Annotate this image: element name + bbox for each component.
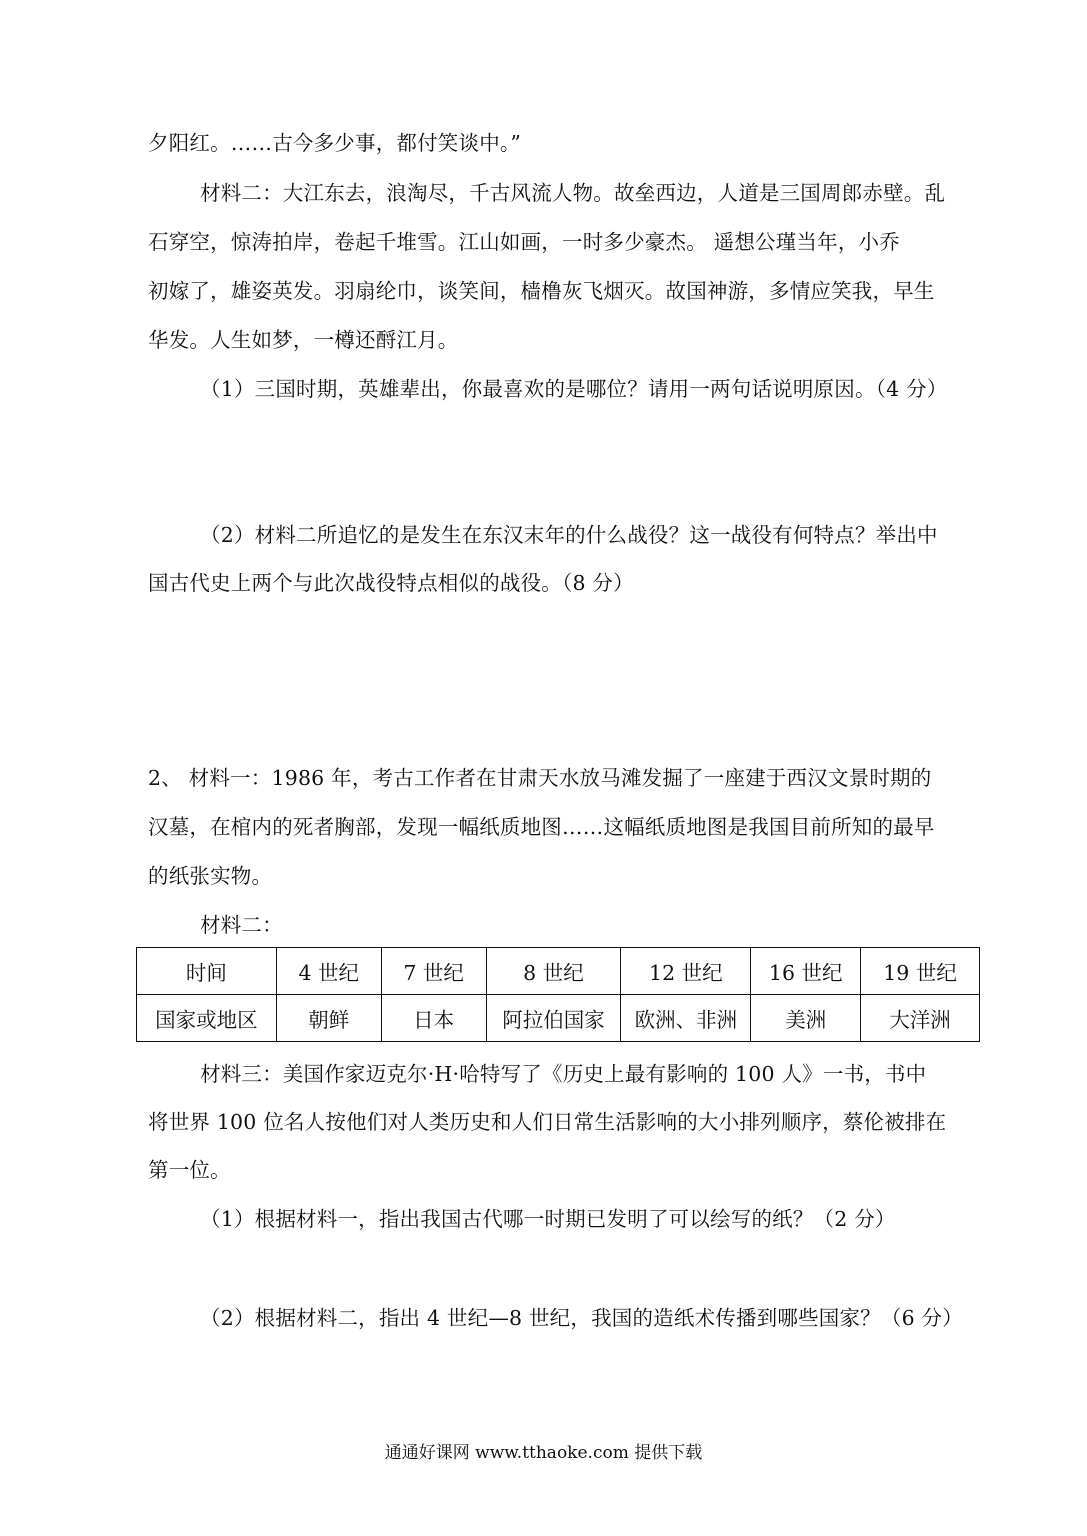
q2-material3-line: 材料三：美国作家迈克尔·H·哈特写了《历史上最有影响的 100 人》一书，书中 bbox=[200, 1062, 927, 1086]
q2-subquestion-2: （2）根据材料二，指出 4 世纪—8 世纪，我国的造纸术传播到哪些国家？（6 分） bbox=[200, 1306, 963, 1330]
table-cell: 时间 bbox=[137, 948, 277, 995]
q2-material3-line: 第一位。 bbox=[148, 1158, 231, 1182]
q1-material2-line: 石穿空，惊涛拍岸，卷起千堆雪。江山如画，一时多少豪杰。 遥想公瑾当年，小乔 bbox=[148, 230, 900, 254]
page-footer: 通通好课网 www.tthaoke.com 提供下载 bbox=[384, 1443, 703, 1463]
q1-subquestion-1: （1）三国时期，英雄辈出，你最喜欢的是哪位？请用一两句话说明原因。（4 分） bbox=[200, 377, 948, 401]
table-cell: 8 世纪 bbox=[486, 948, 621, 995]
table-row bbox=[137, 948, 980, 995]
q2-material1-line: 的纸张实物。 bbox=[148, 864, 273, 888]
q2-material1-line: 汉墓，在棺内的死者胸部，发现一幅纸质地图……这幅纸质地图是我国目前所知的最早 bbox=[148, 815, 935, 839]
q1-material2-line: 华发。人生如梦，一樽还酹江月。 bbox=[148, 328, 459, 352]
material1-continuation: 夕阳红。……古今多少事，都付笑谈中。” bbox=[148, 131, 522, 155]
q1-subquestion-2-line: （2）材料二所追忆的是发生在东汉末年的什么战役？这一战役有何特点？举出中 bbox=[200, 523, 938, 547]
table-cell: 大洋洲 bbox=[861, 995, 980, 1042]
table-cell: 欧洲、非洲 bbox=[621, 995, 751, 1042]
q1-subquestion-2-line: 国古代史上两个与此次战役特点相似的战役。（8 分） bbox=[148, 571, 634, 595]
q2-material2-label: 材料二： bbox=[200, 913, 283, 937]
paper-spread-table bbox=[136, 947, 980, 1042]
table-cell: 国家或地区 bbox=[137, 995, 277, 1042]
table-cell: 朝鲜 bbox=[276, 995, 381, 1042]
table-cell: 7 世纪 bbox=[381, 948, 486, 995]
table-cell: 阿拉伯国家 bbox=[486, 995, 621, 1042]
table-cell: 16 世纪 bbox=[751, 948, 861, 995]
q2-subquestion-1: （1）根据材料一，指出我国古代哪一时期已发明了可以绘写的纸？（2 分） bbox=[200, 1207, 896, 1231]
q1-material2-line: 初嫁了，雄姿英发。羽扇纶巾，谈笑间，樯橹灰飞烟灭。故国神游，多情应笑我，早生 bbox=[148, 279, 935, 303]
table-cell: 4 世纪 bbox=[276, 948, 381, 995]
table-row bbox=[137, 995, 980, 1042]
table-cell: 19 世纪 bbox=[861, 948, 980, 995]
table-cell: 12 世纪 bbox=[621, 948, 751, 995]
q1-material2-line: 材料二：大江东去，浪淘尽，千古风流人物。故垒西边，人道是三国周郎赤壁。乱 bbox=[200, 181, 946, 205]
table-cell: 日本 bbox=[381, 995, 486, 1042]
q2-material1-line: 2、 材料一：1986 年，考古工作者在甘肃天水放马滩发掘了一座建于西汉文景时期的 bbox=[148, 766, 932, 790]
q2-material3-line: 将世界 100 位名人按他们对人类历史和人们日常生活影响的大小排列顺序，蔡伦被排在 bbox=[148, 1110, 947, 1134]
table-cell: 美洲 bbox=[751, 995, 861, 1042]
